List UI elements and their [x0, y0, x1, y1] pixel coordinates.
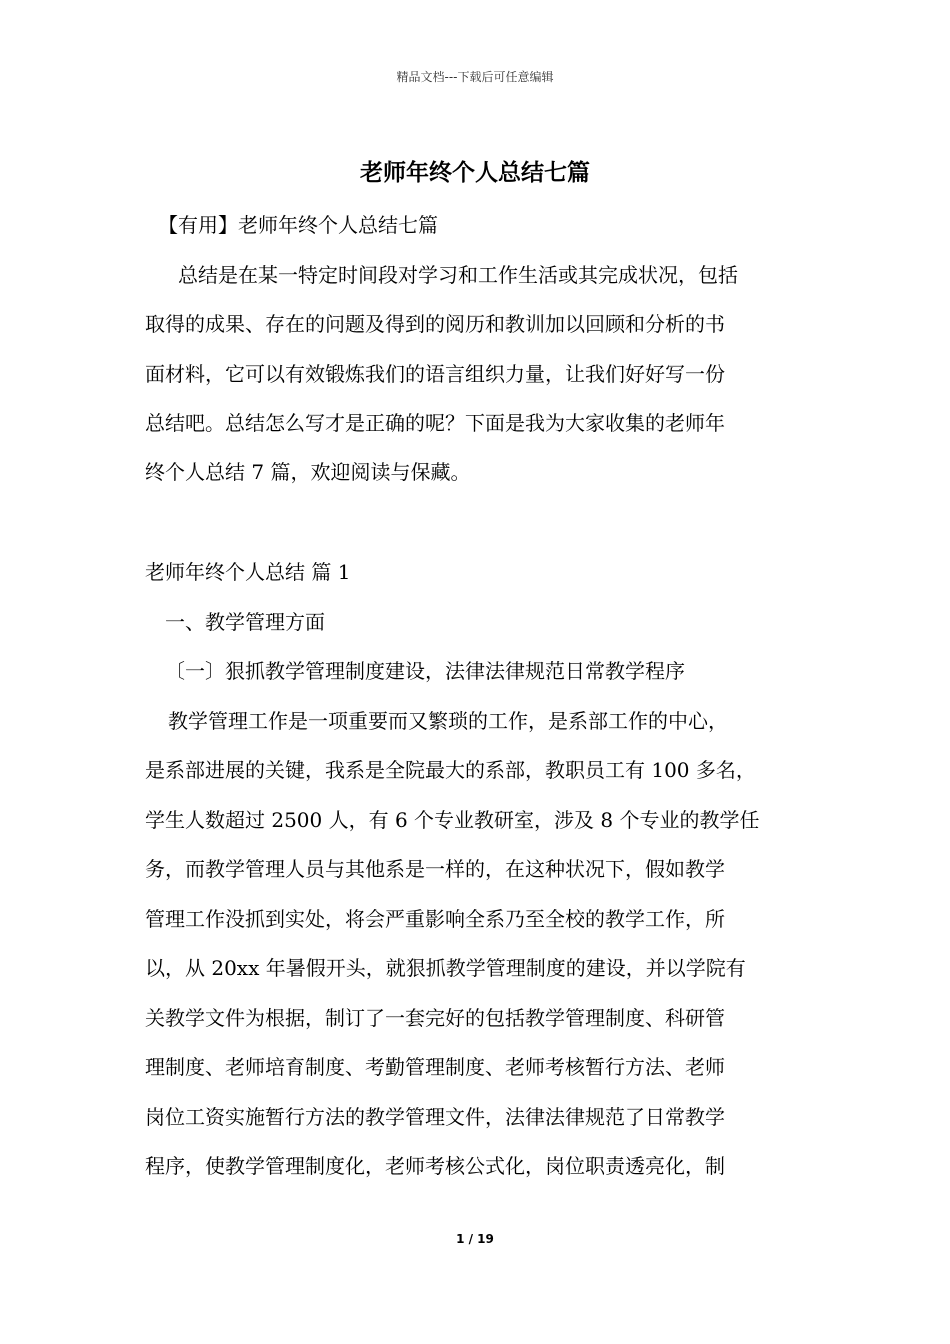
paragraph-line: 岗位工资实施暂行方法的教学管理文件，法律法律规范了日常教学	[145, 1105, 725, 1129]
paragraph-line: 教学管理工作是一项重要而又繁琐的工作，是系部工作的中心，	[168, 709, 728, 733]
paragraph-line: 以，从 20xx 年暑假开头，就狠抓教学管理制度的建设，并以学院有	[145, 956, 746, 980]
paragraph-line: 学生人数超过 2500 人，有 6 个专业教研室，涉及 8 个专业的教学任	[145, 808, 760, 832]
paragraph-line: 取得的成果、存在的问题及得到的阅历和教训加以回顾和分析的书	[145, 312, 725, 336]
paragraph-line: 务，而教学管理人员与其他系是一样的，在这种状况下，假如教学	[145, 857, 725, 881]
document-title: 老师年终个人总结七篇	[360, 160, 590, 186]
paragraph-line: 终个人总结 7 篇，欢迎阅读与保藏。	[145, 460, 471, 484]
section-heading: 老师年终个人总结 篇 1	[145, 560, 351, 584]
page-header: 精品文档---下载后可任意编辑	[396, 70, 554, 84]
paragraph-line: 程序，使教学管理制度化，老师考核公式化，岗位职责透亮化，制	[145, 1154, 725, 1178]
paragraph-line: 是系部进展的关键，我系是全院最大的系部，教职员工有 100 多名，	[145, 758, 756, 782]
paragraph-line: 总结是在某一特定时间段对学习和工作生活或其完成状况，包括	[178, 263, 738, 287]
paragraph-line: 总结吧。总结怎么写才是正确的呢？下面是我为大家收集的老师年	[145, 411, 725, 435]
page-number: 1 / 19	[456, 1232, 494, 1246]
subtitle-line: 【有用】老师年终个人总结七篇	[158, 213, 438, 237]
paragraph-line: 管理工作没抓到实处，将会严重影响全系乃至全校的教学工作，所	[145, 907, 725, 931]
paragraph-line: 面材料，它可以有效锻炼我们的语言组织力量，让我们好好写一份	[145, 362, 725, 386]
subsection-heading: 〔一〕狠抓教学管理制度建设，法律法律规范日常教学程序	[165, 659, 685, 683]
paragraph-line: 理制度、老师培育制度、考勤管理制度、老师考核暂行方法、老师	[145, 1055, 725, 1079]
paragraph-line: 关教学文件为根据，制订了一套完好的包括教学管理制度、科研管	[145, 1006, 725, 1030]
subsection-heading: 一、教学管理方面	[165, 610, 325, 634]
